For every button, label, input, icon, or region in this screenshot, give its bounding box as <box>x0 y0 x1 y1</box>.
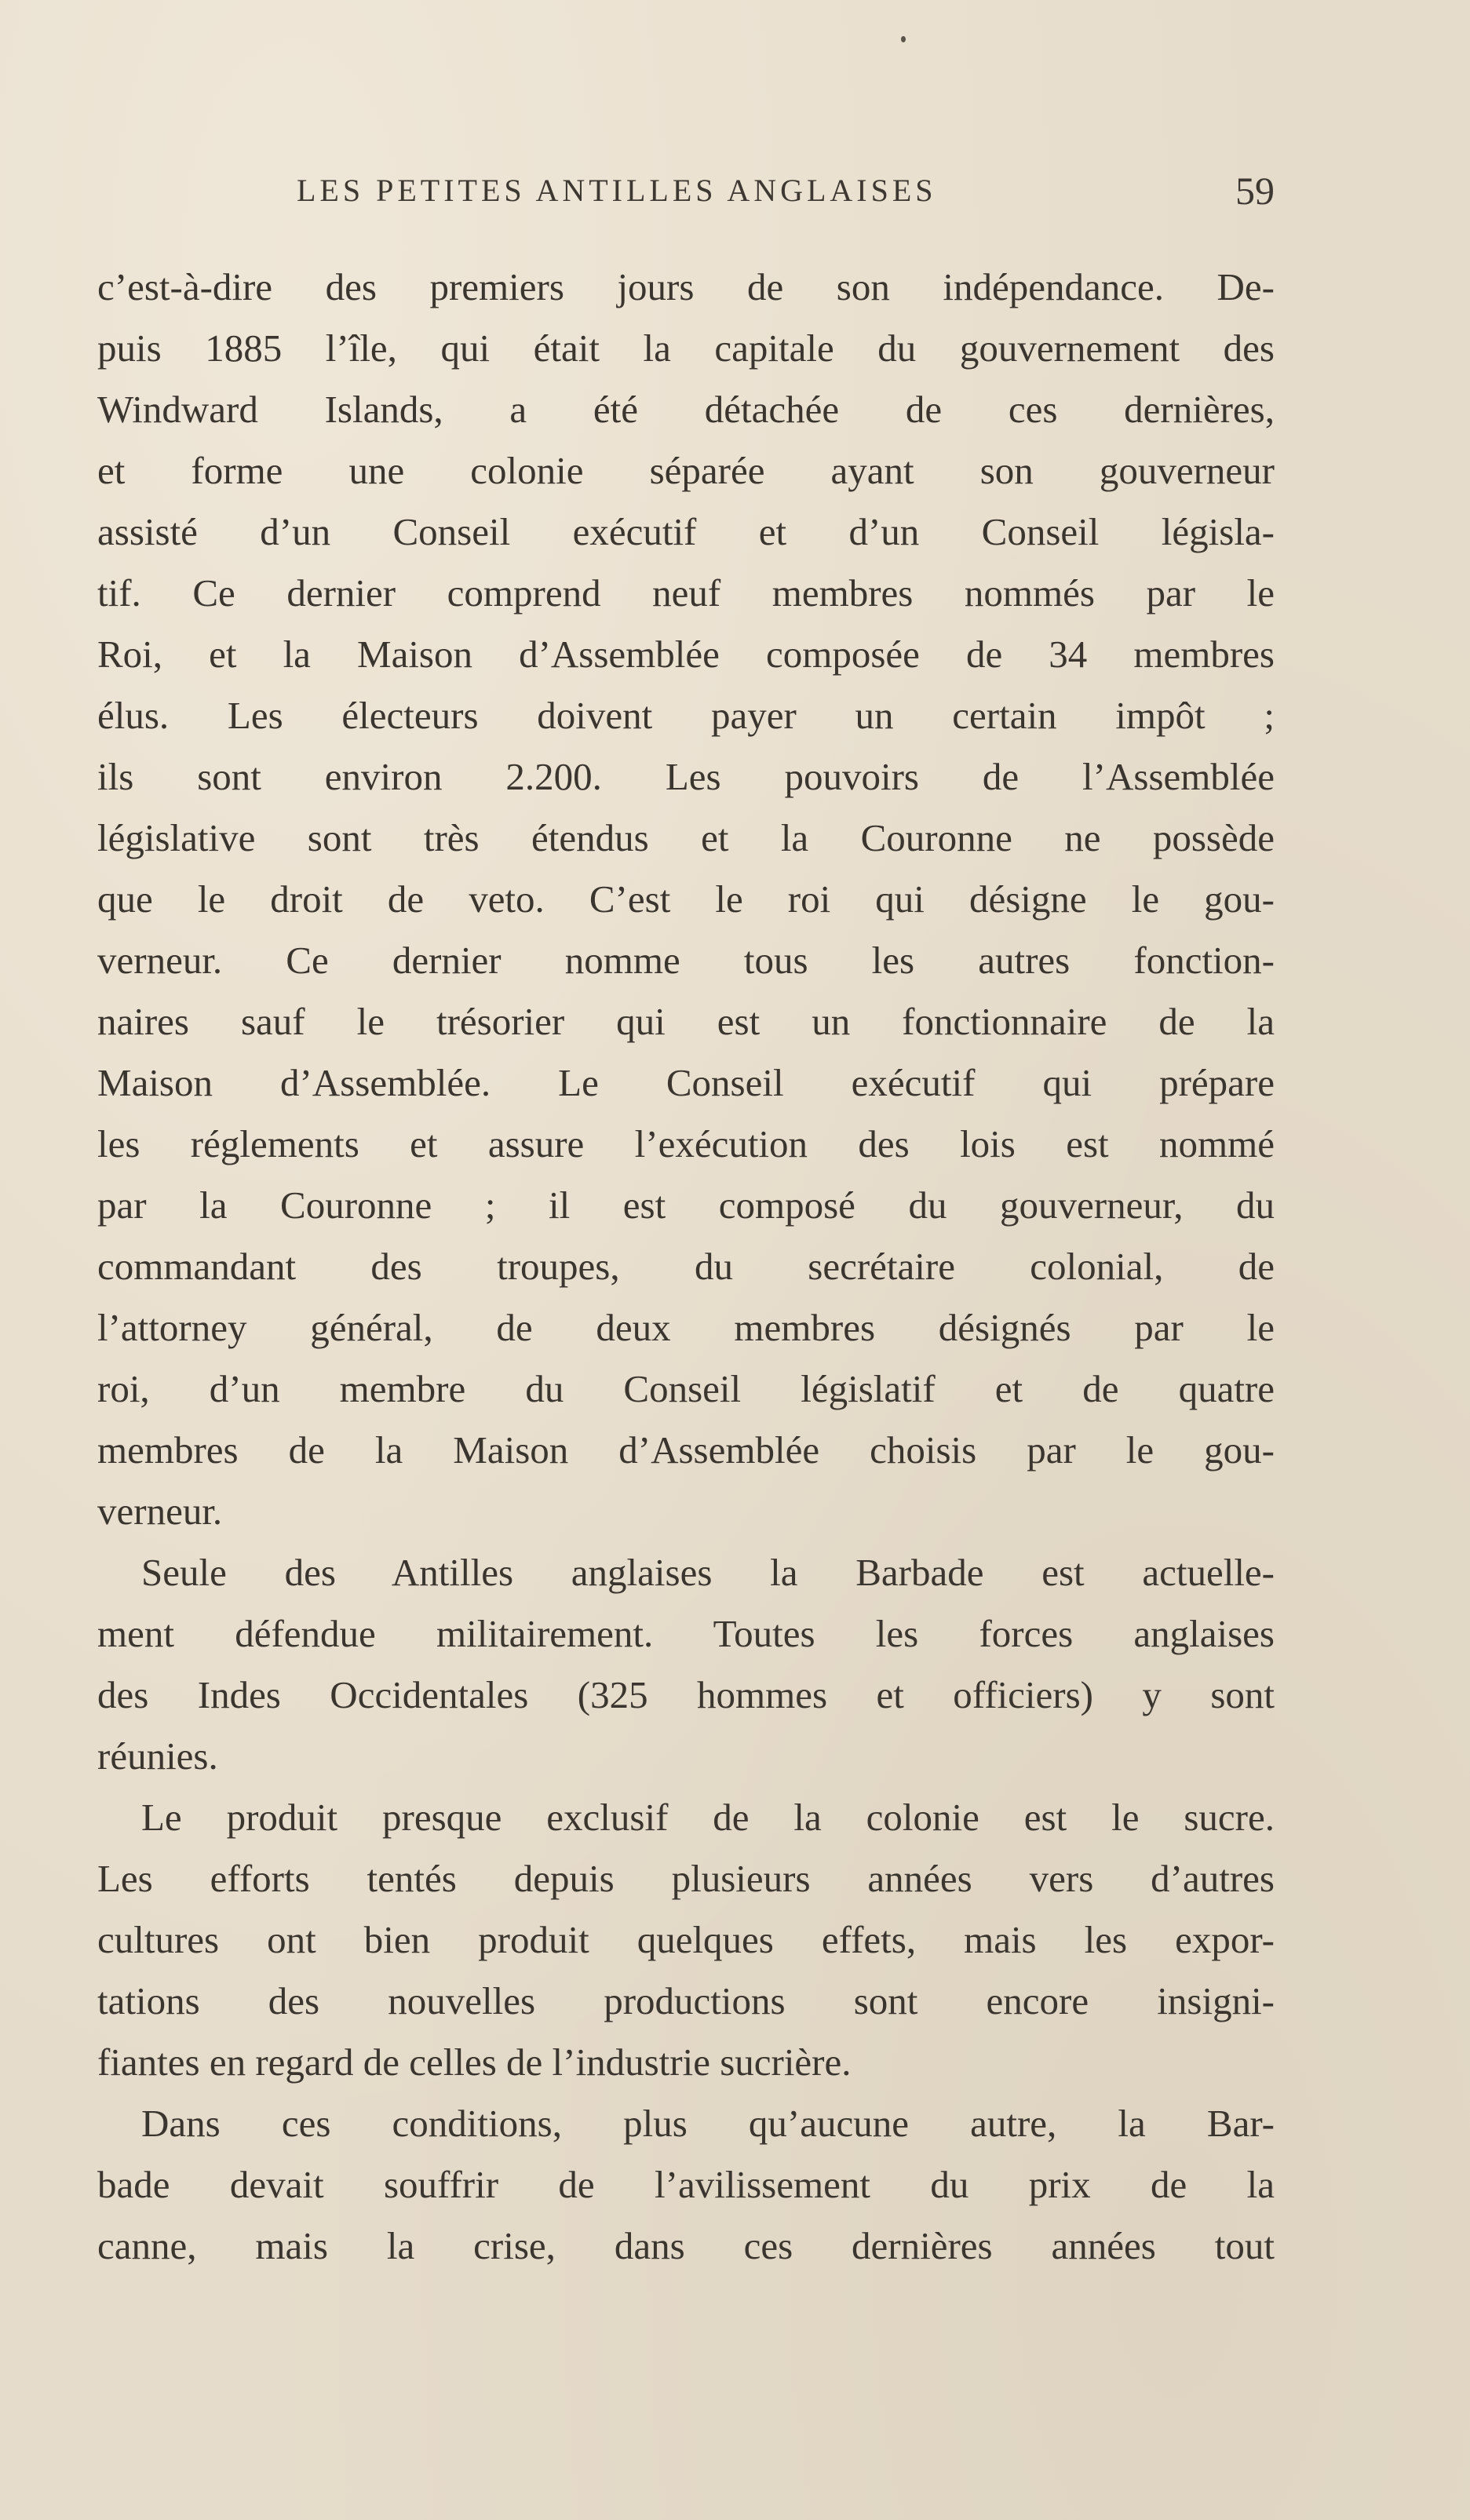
paragraph-start-line: Dans ces conditions, plus qu’aucune autre, la Bar- <box>141 2102 1275 2145</box>
text-line: tif. Ce dernier comprend neuf membres nommés par le <box>97 571 1275 615</box>
text-line: que le droit de veto. C’est le roi qui désigne le gou- <box>97 877 1275 921</box>
paragraph-start-line: Le produit presque exclusif de la colonie est le sucre. <box>141 1796 1275 1839</box>
text-line: législative sont très étendus et la Couronne ne possède <box>97 816 1275 859</box>
text-line: bade devait souffrir de l’avilissement du prix de la <box>97 2163 1275 2206</box>
text-line: et forme une colonie séparée ayant son gouverneur <box>97 449 1275 492</box>
text-line: membres de la Maison d’Assemblée choisis par le gou- <box>97 1428 1275 1472</box>
text-line: verneur. Ce dernier nomme tous les autres fonction- <box>97 939 1275 982</box>
text-line: canne, mais la crise, dans ces dernières années tout <box>97 2224 1275 2267</box>
text-line: l’attorney général, de deux membres désignés par le <box>97 1306 1275 1349</box>
paragraph-start-line: Seule des Antilles anglaises la Barbade est actuelle- <box>141 1551 1275 1594</box>
text-line: puis 1885 l’île, qui était la capitale du gouvernement des <box>97 326 1275 370</box>
text-line: Maison d’Assemblée. Le Conseil exécutif qui prépare <box>97 1061 1275 1104</box>
text-line: Les efforts tentés depuis plusieurs années vers d’autres <box>97 1857 1275 1900</box>
text-line: Windward Islands, a été détachée de ces dernières, <box>97 388 1275 431</box>
text-line: c’est-à-dire des premiers jours de son indépendance. De- <box>97 265 1275 308</box>
text-line: naires sauf le trésorier qui est un fonctionnaire de la <box>97 1000 1275 1043</box>
page-header <box>97 163 1275 218</box>
text-line: commandant des troupes, du secrétaire colonial, de <box>97 1245 1275 1288</box>
body-text <box>97 257 1275 2277</box>
text-line: ment défendue militairement. Toutes les forces anglaises <box>97 1612 1275 1655</box>
text-line: assisté d’un Conseil exécutif et d’un Conseil législa- <box>97 510 1275 553</box>
page-number: 59 <box>1235 169 1275 213</box>
text-line: par la Couronne ; il est composé du gouverneur, du <box>97 1183 1275 1227</box>
text-line: les réglements et assure l’exécution des lois est nommé <box>97 1122 1275 1165</box>
text-line: cultures ont bien produit quelques effets, mais les expor- <box>97 1918 1275 1961</box>
text-line: roi, d’un membre du Conseil législatif et de quatre <box>97 1367 1275 1410</box>
running-title: LES PETITES ANTILLES ANGLAISES <box>297 173 937 208</box>
paragraph-end-line: verneur. <box>97 1490 223 1533</box>
text-line: des Indes Occidentales (325 hommes et officiers) y sont <box>97 1673 1275 1716</box>
text-line: tations des nouvelles productions sont encore insigni- <box>97 1979 1275 2022</box>
text-line: élus. Les électeurs doivent payer un certain impôt ; <box>97 694 1275 737</box>
paragraph-end-line: réunies. <box>97 1734 218 1778</box>
text-line: ils sont environ 2.200. Les pouvoirs de l’Assemblée <box>97 755 1275 798</box>
ink-speck <box>901 36 906 42</box>
text-line: Roi, et la Maison d’Assemblée composée de 34 membres <box>97 633 1275 676</box>
paragraph-end-line: fiantes en regard de celles de l’industrie sucrière. <box>97 2040 852 2084</box>
